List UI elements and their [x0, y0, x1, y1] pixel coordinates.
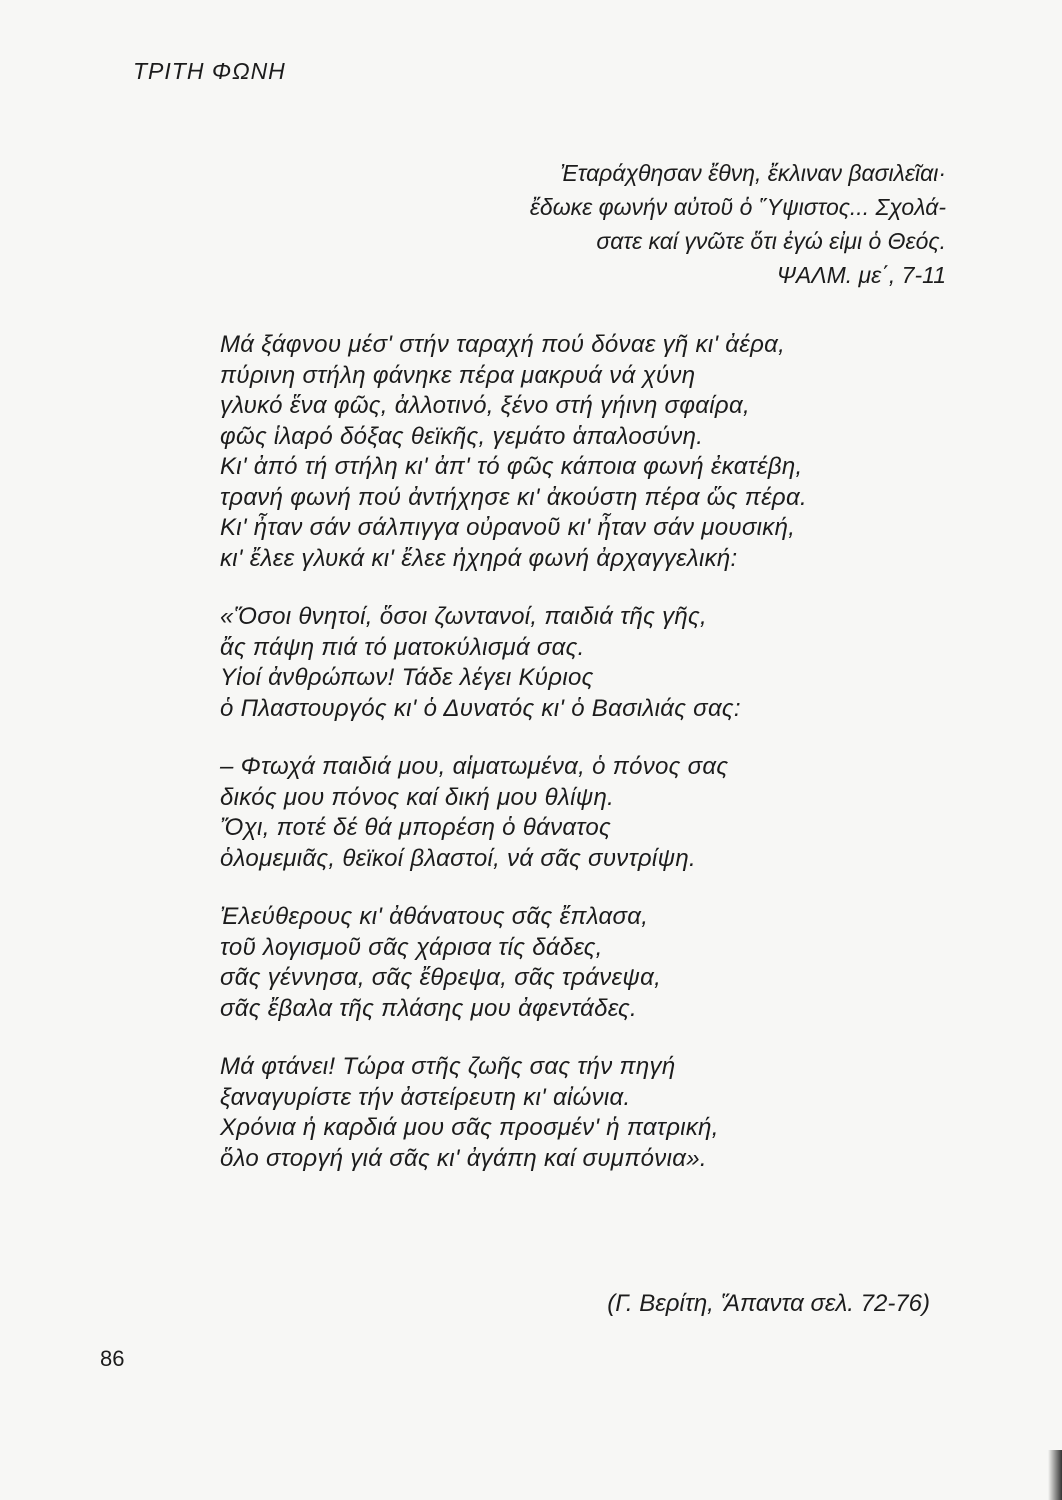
poem-line: τρανή φωνή πού ἀντήχησε κι' ἀκούστη πέρα ὥς πέρα. — [220, 483, 807, 511]
poem-line: ὁλομεμιᾶς, θεϊκοί βλαστοί, νά σᾶς συντρίψη. — [220, 844, 696, 872]
stanza-5 — [220, 1052, 940, 1174]
poem-line: – Φτωχά παιδιά μου, αἱματωμένα, ὁ πόνος σας — [220, 753, 729, 780]
poem-line: σᾶς ἔβαλα τῆς πλάσης μου ἀφεντάδες. — [220, 994, 637, 1022]
poem-line: φῶς ἱλαρό δόξας θεϊκῆς, γεμάτο ἁπαλοσύνη. — [220, 422, 704, 450]
poem — [220, 330, 940, 1202]
poem-line: ξαναγυρίστε τήν ἀστείρευτη κι' αἰώνια. — [220, 1083, 631, 1111]
poem-line: Ἐλεύθερους κι' ἀθάνατους σᾶς ἔπλασα, — [220, 903, 649, 930]
poem-line: Χρόνια ἡ καρδιά μου σᾶς προσμέν' ἡ πατρική, — [220, 1114, 719, 1141]
poem-line: Μά φτάνει! Τώρα στῆς ζωῆς σας τήν πηγή — [220, 1053, 676, 1080]
poem-line: Ὄχι, ποτέ δέ θά μπορέση ὁ θάνατος — [220, 814, 611, 841]
epigraph-line: ἔδωκε φωνήν αὐτοῦ ὁ Ὕψιστος... Σχολά- — [529, 194, 946, 220]
poem-line: δικός μου πόνος καί δική μου θλίψη. — [220, 783, 615, 811]
running-title: ΤΡΙΤΗ ΦΩΝΗ — [133, 58, 286, 84]
poem-line: ὁ Πλαστουργός κι' ὁ Δυνατός κι' ὁ Βασιλιάς σας: — [220, 694, 741, 722]
poem-line: Κι' ἦταν σάν σάλπιγγα οὐρανοῦ κι' ἦταν σάν μουσική, — [220, 514, 796, 541]
epigraph-source: ΨΑΛΜ. με΄, 7-11 — [776, 262, 946, 288]
stanza-1 — [220, 330, 940, 574]
poem-line: «Ὅσοι θνητοί, ὅσοι ζωντανοί, παιδιά τῆς γῆς, — [220, 603, 707, 630]
epigraph — [386, 156, 946, 292]
epigraph-line: Ἐταράχθησαν ἔθνη, ἔκλιναν βασιλεῖαι· — [560, 160, 946, 186]
poem-line: ὅλο στοργή γιά σᾶς κι' ἀγάπη καί συμπόνια». — [220, 1144, 707, 1172]
epigraph-line: σατε καί γνῶτε ὅτι ἐγώ εἰμι ὁ Θεός. — [596, 228, 946, 254]
page-number: 86 — [100, 1346, 125, 1371]
poem-line: γλυκό ἕνα φῶς, ἀλλοτινό, ξένο στή γήινη σφαίρα, — [220, 392, 750, 419]
poem-line: σᾶς γέννησα, σᾶς ἔθρεψα, σᾶς τράνεψα, — [220, 964, 662, 991]
page-edge-shadow — [1048, 1450, 1062, 1500]
poem-line: τοῦ λογισμοῦ σᾶς χάρισα τίς δάδες, — [220, 933, 603, 961]
stanza-3 — [220, 752, 940, 874]
poem-line: ἄς πάψη πιά τό ματοκύλισμά σας. — [220, 633, 585, 661]
attribution: (Γ. Βερίτη, Ἅπαντα σελ. 72-76) — [607, 1290, 930, 1317]
poem-line: Μά ξάφνου μέσ' στήν ταραχή πού δόναε γῆ κι' ἀέρα, — [220, 331, 786, 358]
poem-line: Κι' ἀπό τή στήλη κι' ἀπ' τό φῶς κάποια φωνή ἐκατέβη, — [220, 453, 803, 480]
stanza-4 — [220, 902, 940, 1024]
stanza-2 — [220, 602, 940, 724]
poem-line: Υἱοί ἀνθρώπων! Τάδε λέγει Κύριος — [220, 664, 594, 691]
poem-line: κι' ἔλεε γλυκά κι' ἔλεε ἠχηρά φωνή ἀρχαγγελική: — [220, 544, 738, 572]
poem-line: πύρινη στήλη φάνηκε πέρα μακρυά νά χύνη — [220, 361, 696, 389]
